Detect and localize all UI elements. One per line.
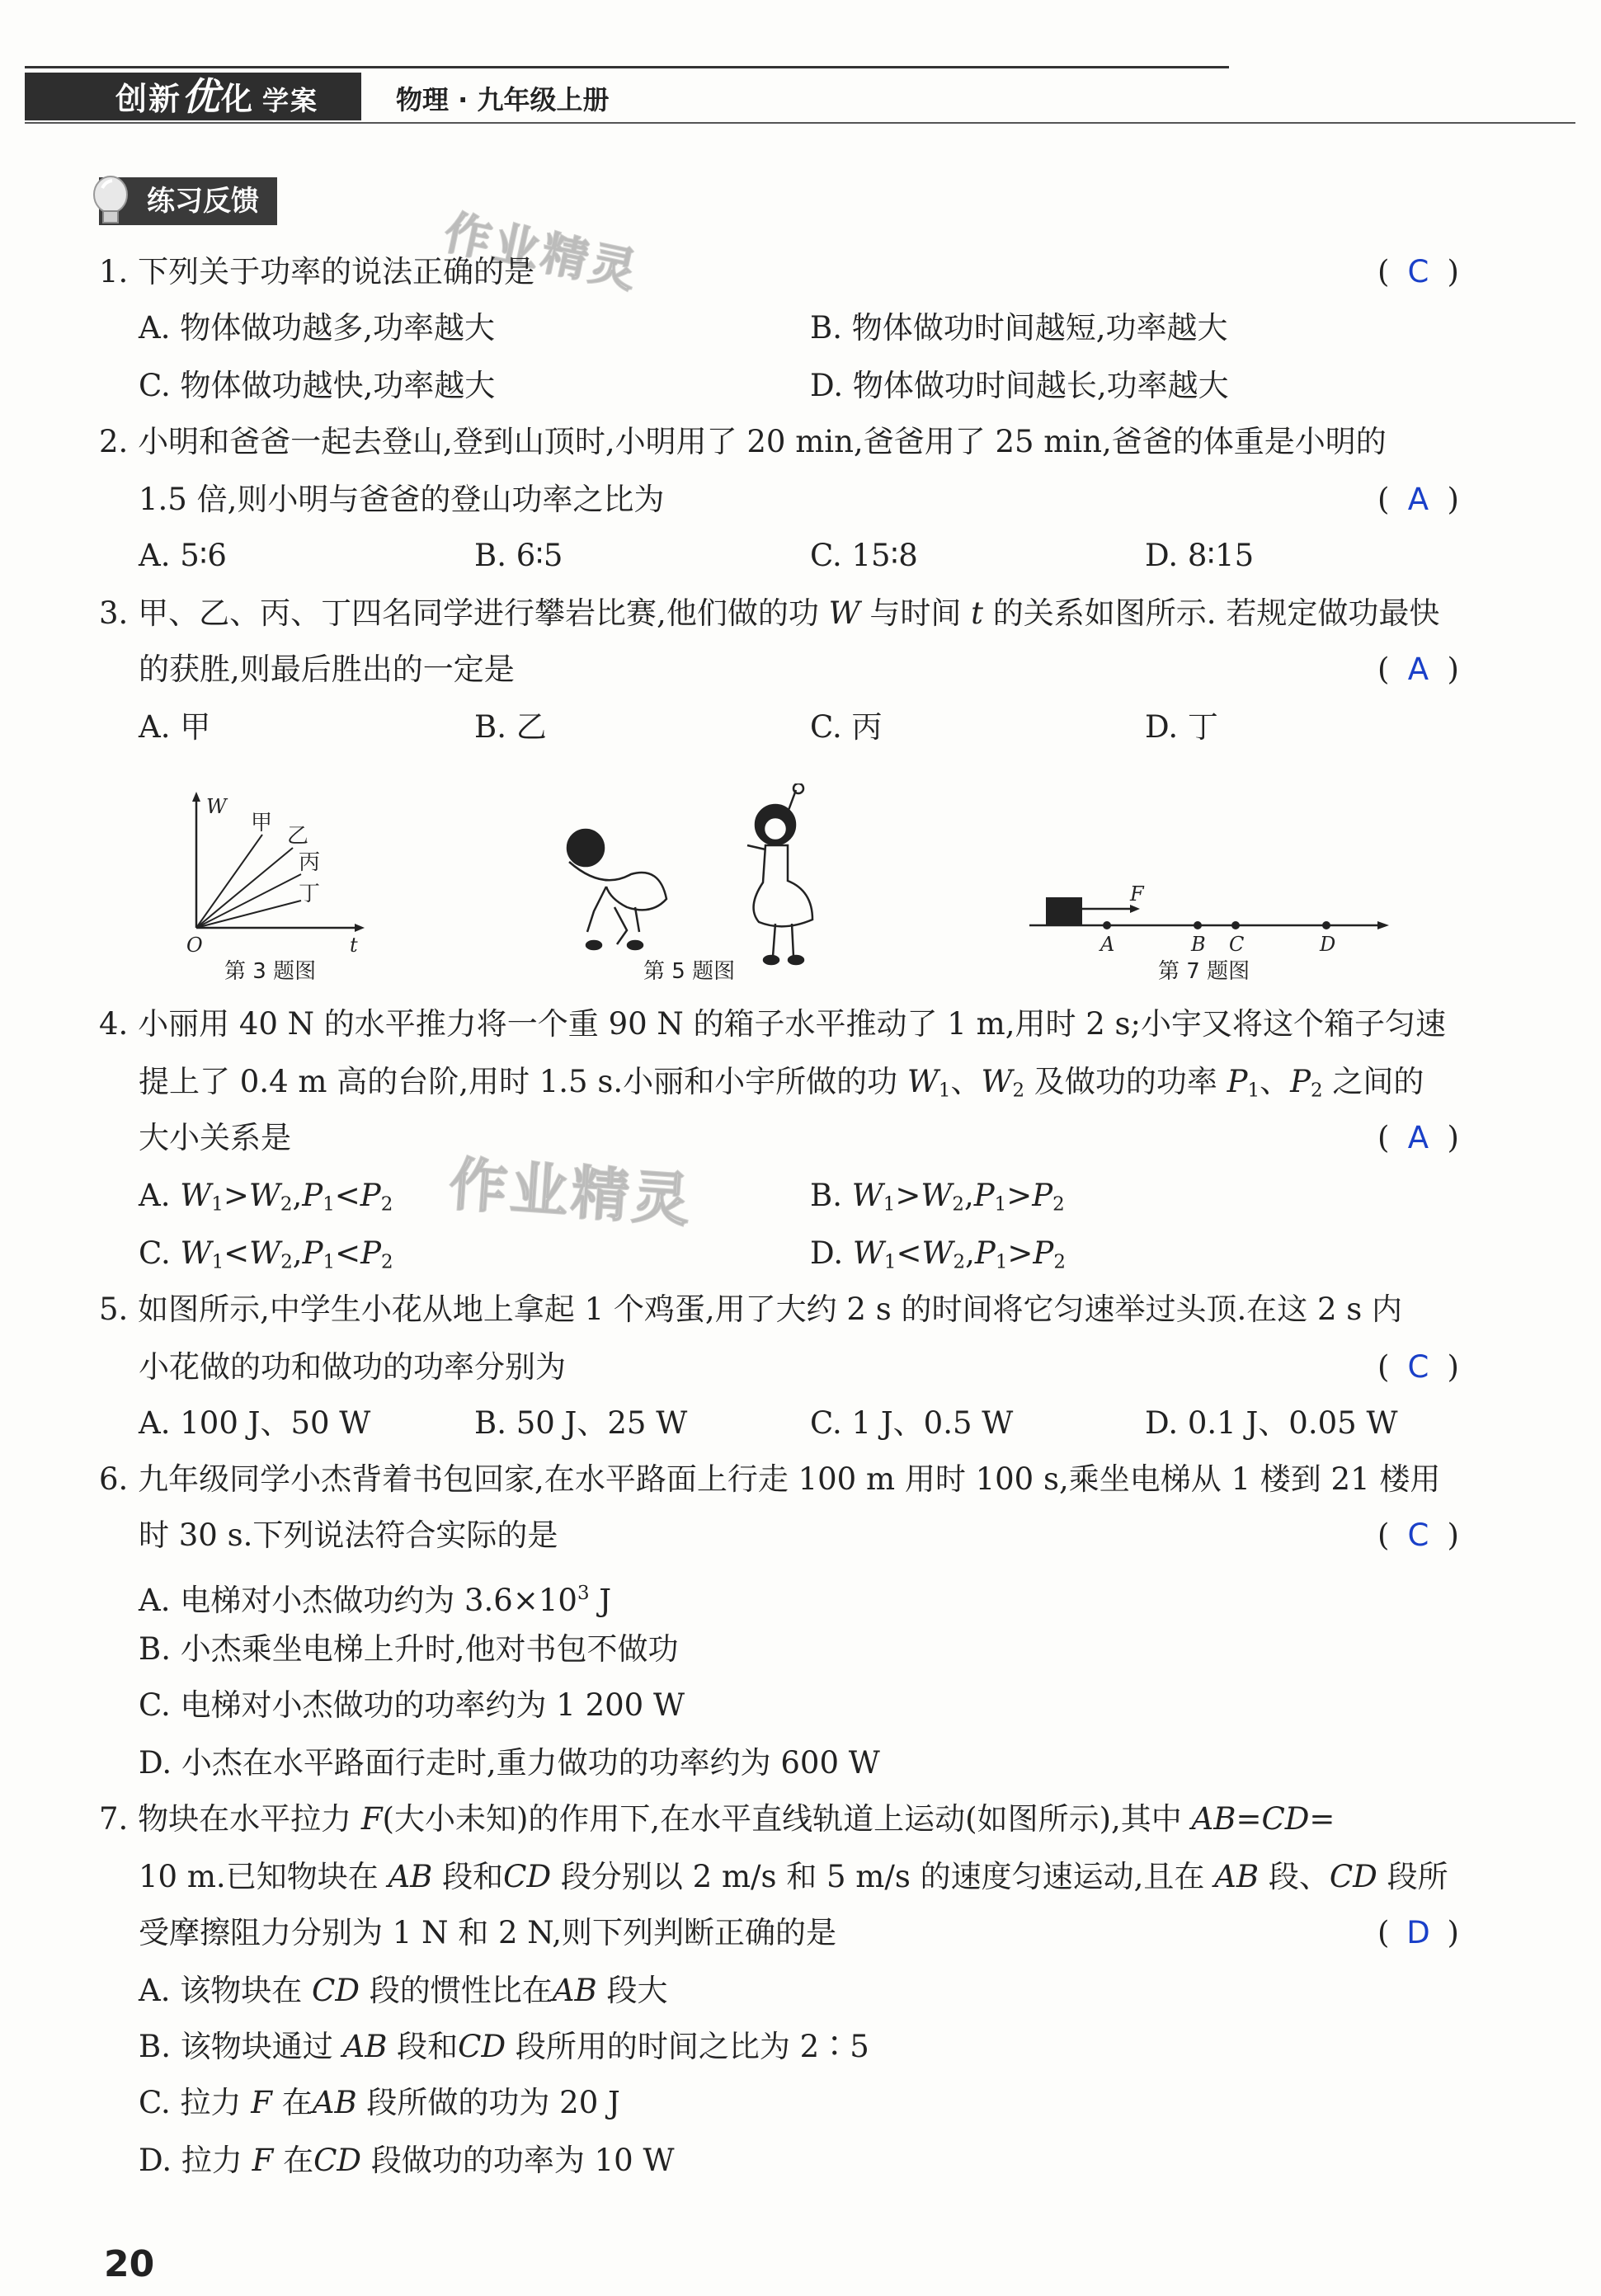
lightbulb-icon — [91, 173, 137, 231]
figures-row — [0, 783, 1601, 998]
q2-option-c: C. 15∶8 — [810, 538, 918, 573]
q5-option-b: B. 50 J、25 W — [474, 1405, 688, 1441]
fig7-point-b: B — [1191, 933, 1206, 956]
q6-stem-2: 时 30 s.下列说法符合实际的是 — [139, 1517, 558, 1553]
q4-option-c: C. $W_1<W_2,P_1<P_2$ — [139, 1235, 393, 1273]
q1-option-a: A. 物体做功越多,功率越大 — [139, 310, 496, 346]
fig7-track — [1029, 882, 1389, 984]
fig7-force-label: F — [1130, 882, 1144, 906]
q1-option-d: D. 物体做功时间越长,功率越大 — [810, 368, 1229, 403]
q6-answer: ( C ) — [1377, 1517, 1459, 1553]
q4-option-d: D. $W_1<W_2,P_1>P_2$ — [810, 1235, 1066, 1273]
q7-answer: ( D ) — [1377, 1915, 1459, 1950]
q1-option-c: C. 物体做功越快,功率越大 — [139, 368, 496, 403]
q6-option-a: A. 电梯对小杰做功约为 $3.6\times 10^3$ J — [139, 1582, 612, 1618]
fig3-caption: 第 3 题图 — [224, 959, 317, 984]
q1-stem: 1. 下列关于功率的说法正确的是 — [99, 254, 535, 289]
brand-banner — [25, 73, 361, 120]
q3-option-c: C. 丙 — [810, 709, 883, 745]
fig5-caption: 第 5 题图 — [643, 959, 736, 984]
q6-option-d: D. 小杰在水平路面行走时,重力做功的功率约为 600 W — [139, 1745, 880, 1781]
fig7-point-d: D — [1320, 933, 1336, 956]
q5-option-d: D. 0.1 J、0.05 W — [1145, 1405, 1398, 1441]
q3-option-b: B. 乙 — [474, 709, 547, 745]
q6-option-b: B. 小杰乘坐电梯上升时,他对书包不做功 — [139, 1631, 679, 1667]
q7-option-d: D. 拉力 F 在CD 段做功的功率为 10 W — [139, 2143, 675, 2178]
fig7-caption: 第 7 题图 — [1158, 959, 1250, 984]
q6-option-c: C. 电梯对小杰做功的功率约为 1 200 W — [139, 1687, 685, 1723]
q2-stem-1: 2. 小明和爸爸一起去登山,登到山顶时,小明用了 20 min,爸爸用了 25 min,爸爸的体重是小明的 — [99, 424, 1387, 459]
q7-stem-1: 7. 物块在水平拉力 F(大小未知)的作用下,在水平直线轨道上运动(如图所示),其中 AB=CD= — [99, 1801, 1335, 1837]
fig7-block — [1046, 897, 1082, 925]
header-rule-top — [25, 66, 1229, 68]
q3-option-d: D. 丁 — [1145, 709, 1218, 745]
q4-answer: ( A ) — [1377, 1120, 1459, 1155]
fig3-line-jia: 甲 — [251, 811, 273, 835]
fig3-y-label: W — [206, 795, 227, 818]
q2-option-d: D. 8∶15 — [1145, 538, 1255, 573]
q2-answer: ( A ) — [1377, 482, 1459, 517]
fig7-point-c: C — [1229, 933, 1245, 956]
q7-stem-2: 10 m.已知物块在 AB 段和CD 段分别以 2 m/s 和 5 m/s 的速度匀速运动,且在 AB 段、CD 段所 — [139, 1859, 1448, 1894]
brand-b: 化 — [221, 81, 255, 117]
brand-em: 优 — [181, 74, 222, 119]
fig3-line-bing: 丙 — [299, 850, 321, 875]
q4-stem-1: 4. 小丽用 40 N 的水平推力将一个重 90 N 的箱子水平推动了 1 m,用时 2 s;小宇又将这个箱子匀速 — [99, 1006, 1446, 1042]
q5-option-a: A. 100 J、50 W — [139, 1405, 371, 1441]
q7-option-b: B. 该物块通过 AB 段和CD 段所用的时间之比为 2∶5 — [139, 2029, 869, 2064]
q5-stem-2: 小花做的功和做功的功率分别为 — [139, 1349, 566, 1385]
watermark: 作业精灵 — [447, 1150, 696, 1235]
fig3-line-ding: 丁 — [299, 882, 321, 906]
q3-answer: ( A ) — [1377, 652, 1459, 687]
q1-option-b: B. 物体做功时间越短,功率越大 — [810, 310, 1228, 346]
q6-stem-1: 6. 九年级同学小杰背着书包回家,在水平路面上行走 100 m 用时 100 s,乘坐电梯从 1 楼到 21 楼用 — [99, 1461, 1441, 1497]
q4-stem-2: 提上了 0.4 m 高的台阶,用时 1.5 s.小丽和小宇所做的功 $W_1$、$W_2$ 及做功的功率 $P_1$、$P_2$ 之间的 — [139, 1064, 1424, 1102]
fig3-origin: O — [186, 934, 203, 957]
q5-stem-1: 5. 如图所示,中学生小花从地上拿起 1 个鸡蛋,用了大约 2 s 的时间将它匀速举过头顶.在这 2 s 内 — [99, 1292, 1403, 1327]
q4-option-a: A. $W_1>W_2,P_1<P_2$ — [139, 1178, 393, 1216]
q3-option-a: A. 甲 — [139, 709, 211, 745]
q4-option-b: B. $W_1>W_2,P_1>P_2$ — [810, 1178, 1065, 1216]
q5-option-c: C. 1 J、0.5 W — [810, 1405, 1014, 1441]
fig7-point-a: A — [1100, 933, 1115, 956]
q7-option-c: C. 拉力 F 在AB 段所做的功为 20 J — [139, 2085, 620, 2120]
q2-stem-2: 1.5 倍,则小明与爸爸的登山功率之比为 — [139, 482, 665, 517]
q1-answer: ( C ) — [1377, 254, 1459, 289]
watermark: 作业精灵 — [439, 205, 645, 300]
q4-stem-3: 大小关系是 — [139, 1120, 291, 1155]
brand-a: 创新 — [115, 81, 182, 117]
q3-stem-1: 3. 甲、乙、丙、丁四名同学进行攀岩比赛,他们做的功 W 与时间 t 的关系如图所示. 若规定做功最快 — [99, 595, 1440, 631]
section-title: 练习反馈 — [99, 177, 277, 225]
q5-answer: ( C ) — [1377, 1349, 1459, 1385]
subject-label: 物理 · 九年级上册 — [396, 84, 610, 115]
header-rule — [25, 122, 1575, 124]
fig5-illustration — [567, 783, 812, 964]
fig3-graph — [186, 792, 365, 984]
q2-option-a: A. 5∶6 — [139, 538, 227, 573]
brand-c: 学案 — [262, 85, 319, 116]
fig3-x-label: t — [350, 934, 358, 957]
q3-stem-2: 的获胜,则最后胜出的一定是 — [139, 652, 515, 687]
page-number: 20 — [104, 2243, 155, 2285]
q7-option-a: A. 该物块在 CD 段的惯性比在AB 段大 — [139, 1973, 668, 2008]
fig3-line-yi: 乙 — [287, 824, 309, 849]
q2-option-b: B. 6∶5 — [474, 538, 563, 573]
q7-stem-3: 受摩擦阻力分别为 1 N 和 2 N,则下列判断正确的是 — [139, 1915, 837, 1950]
